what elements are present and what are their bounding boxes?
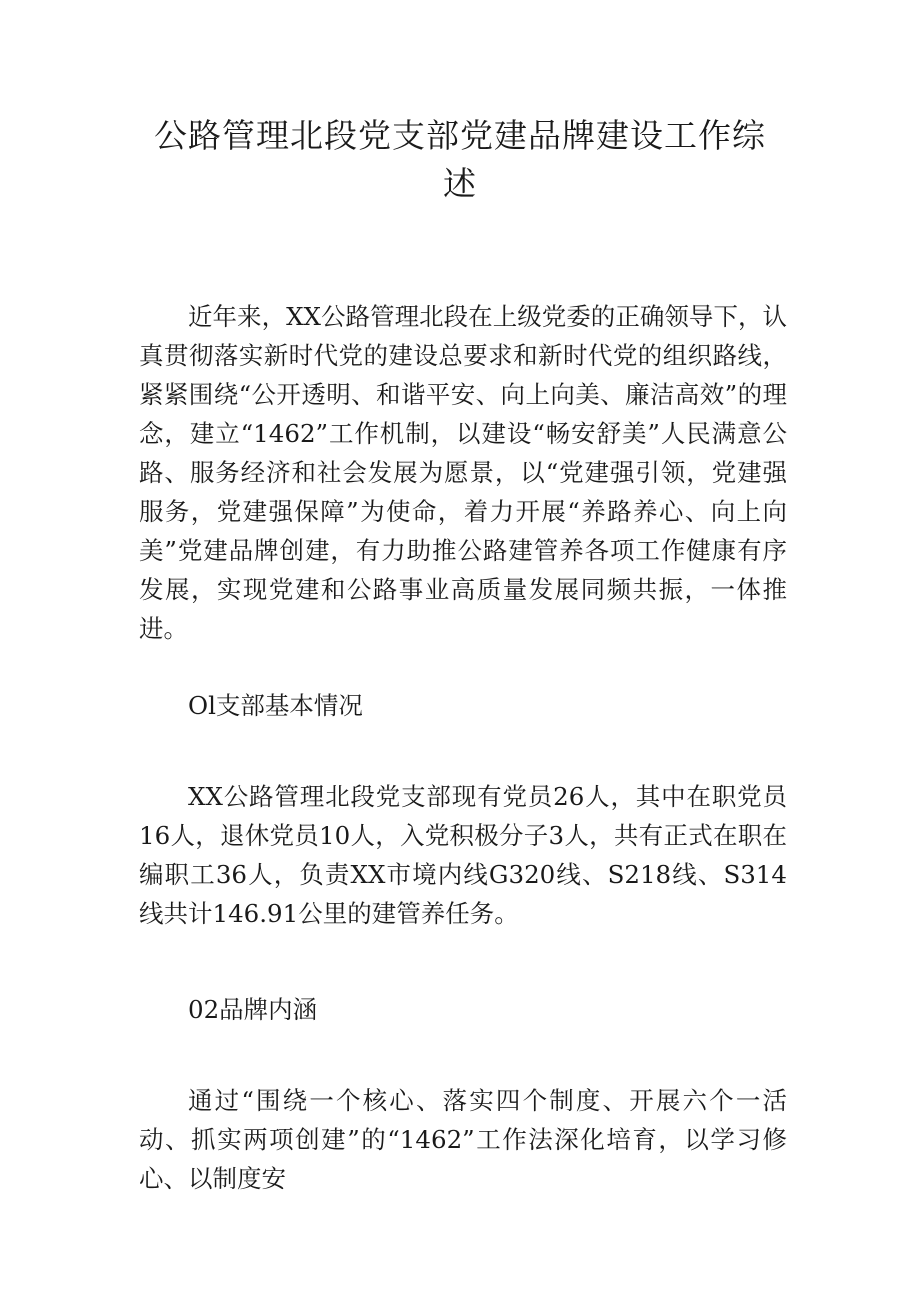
document-title: 公路管理北段党支部党建品牌建设工作综述 — [154, 116, 766, 203]
section-heading-brand-connotation: 02品牌内涵 — [188, 995, 318, 1024]
brand-connotation-paragraph: 通过“围绕一个核心、落实四个制度、开展六个一活动、抓实两项创建”的“1462”工作法深化培育，以学习修心、以制度安 — [139, 1086, 787, 1193]
intro-paragraph: 近年来，XX公路管理北段在上级党委的正确领导下，认真贯彻落实新时代党的建设总要求和新时代党的组织路线，紧紧围绕“公开透明、和谐平安、向上向美、廉洁高效”的理念，建立“1462”工作机制，以建设“畅安舒美”人民满意公路、服务经济和社会发展为愿景，以“党建强引领，党建强服务，党建强保障”为使命，着力开展“养路养心、向上向美”党建品牌创建，有力助推公路建管养各项工作健康有序发展，实现党建和公路事业高质量发展同频共振，一体推进。 — [139, 302, 787, 643]
basic-info-paragraph: XX公路管理北段党支部现有党员26人，其中在职党员16人，退休党员10人，入党积极分子3人，共有正式在职在编职工36人，负责XX市境内线G320线、S218线、S314线共计146.91公里的建管养任务。 — [139, 782, 787, 928]
section-heading-basic-info: Ol支部基本情况 — [188, 691, 363, 720]
